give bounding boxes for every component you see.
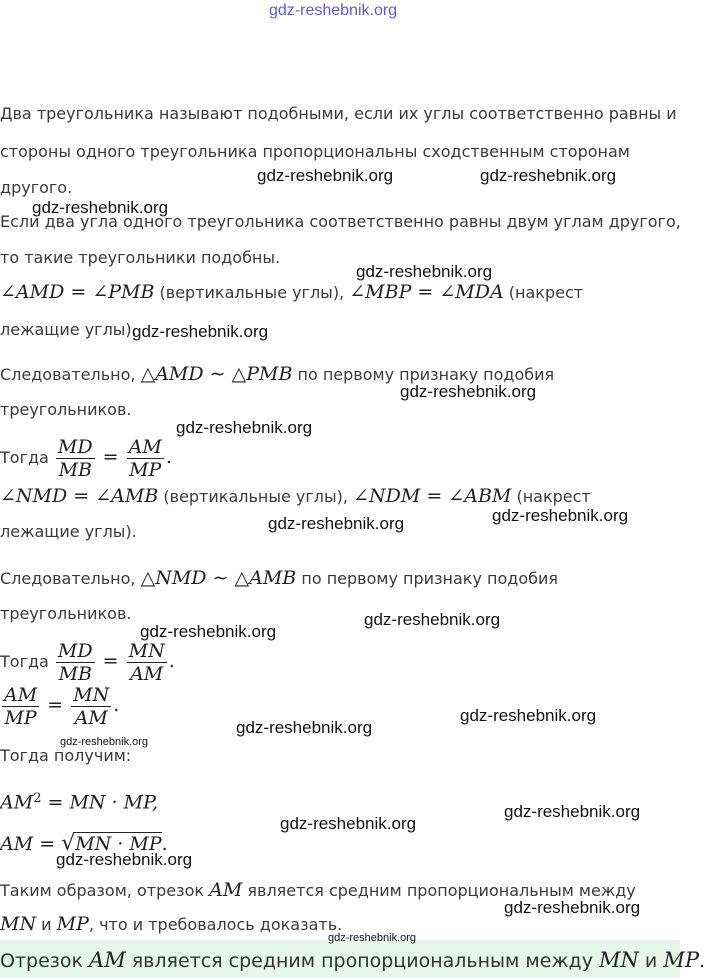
watermark: gdz-reshebnik.org [480,166,617,185]
watermark: gdz-reshebnik.org [504,898,641,917]
ratio-line-1: Тогда $\frac{MD}{MB}$ = $\frac{AM}{MP}$ . [0,436,172,481]
angles-line-2: ∠NMD = ∠AMB (вертикальные углы), ∠NDM = ∠ABM (накрест [0,485,591,507]
fraction-md-mb-2: $\frac{MD}{MB}$ [57,640,93,685]
definition-line-3: другого. [0,178,73,197]
ratio-line-2: Тогда $\frac{MD}{MB}$ = $\frac{MN}{AM}$ . [0,640,175,685]
watermark: gdz-reshebnik.org [364,610,501,629]
watermark: gdz-reshebnik.org [32,198,169,217]
watermark: gdz-reshebnik.org [132,322,269,341]
watermark: gdz-reshebnik.org [356,262,493,281]
watermark: gdz-reshebnik.org [268,514,405,533]
definition-line-2: стороны одного треугольника пропорциональны сходственным сторонам [0,142,630,161]
conclusion-line-2: MN и MP, что и требовалось доказать. [0,913,343,935]
answer-text: Отрезок AM является средним пропорциональным между MN и MP. [0,948,705,972]
angles-line-1b: лежащие углы). [0,320,137,339]
angles-line-1: ∠AMD = ∠PMB (вертикальные углы), ∠MBP = ∠MDA (накрест [0,281,584,303]
theorem-line-2: то такие треугольники подобны. [0,248,281,267]
watermark-top: gdz-reshebnik.org [269,2,398,19]
math-sim1: △AMD ∼ △PMB [140,363,293,385]
similarity-line-2b: треугольников. [0,604,132,623]
ratio-line-3: $\frac{AM}{MP}$ = $\frac{MN}{AM}$ . [4,684,120,729]
similarity-line-2: Следовательно, △NMD ∼ △AMB по первому признаку подобия [0,567,558,589]
watermark: gdz-reshebnik.org [492,506,629,525]
watermark-small: gdz-reshebnik.org [328,932,417,944]
theorem-line-1: Если два угла одного треугольника соответственно равны двум углам другого, [0,212,681,231]
similarity-line-1b: треугольников. [0,400,132,419]
then-get-label: Тогда получим: [0,746,132,765]
watermark: gdz-reshebnik.org [460,706,597,725]
angles-line-2b: лежащие углы). [0,522,137,541]
fraction-md-mb: $\frac{MD}{MB}$ [57,436,93,481]
watermark: gdz-reshebnik.org [400,382,537,401]
math-eq1b: ∠MBP = ∠MDA [349,281,504,303]
am-sqrt-formula: AM = √MN · MP. [0,831,168,856]
conclusion-line-1: Таким образом, отрезок AM является средним пропорциональным между [0,879,636,901]
watermark: gdz-reshebnik.org [236,718,373,737]
am-squared-formula: $AM^2$ = MN · MP, [0,791,159,814]
fraction-am-mp: $\frac{AM}{MP}$ [128,436,162,481]
watermark-small: gdz-reshebnik.org [60,736,149,748]
math-sim2: △NMD ∼ △AMB [140,567,297,589]
math-eq2a: ∠NMD = ∠AMB [0,485,159,507]
watermark: gdz-reshebnik.org [504,802,641,821]
math-eq2b: ∠NDM = ∠ABM [353,485,512,507]
math-eq1a: ∠AMD = ∠PMB [0,281,155,303]
watermark: gdz-reshebnik.org [56,850,193,869]
watermark: gdz-reshebnik.org [140,622,277,641]
fraction-mn-am-2: $\frac{MN}{AM}$ [73,684,110,729]
watermark: gdz-reshebnik.org [176,418,313,437]
watermark: gdz-reshebnik.org [280,814,417,833]
definition-line-1: Два треугольника называют подобными, если их углы соответственно равны и [0,104,677,123]
similarity-line-1: Следовательно, △AMD ∼ △PMB по первому признаку подобия [0,363,555,385]
watermark: gdz-reshebnik.org [257,166,394,185]
fraction-mn-am: $\frac{MN}{AM}$ [128,640,165,685]
fraction-am-mp-2: $\frac{AM}{MP}$ [4,684,38,729]
